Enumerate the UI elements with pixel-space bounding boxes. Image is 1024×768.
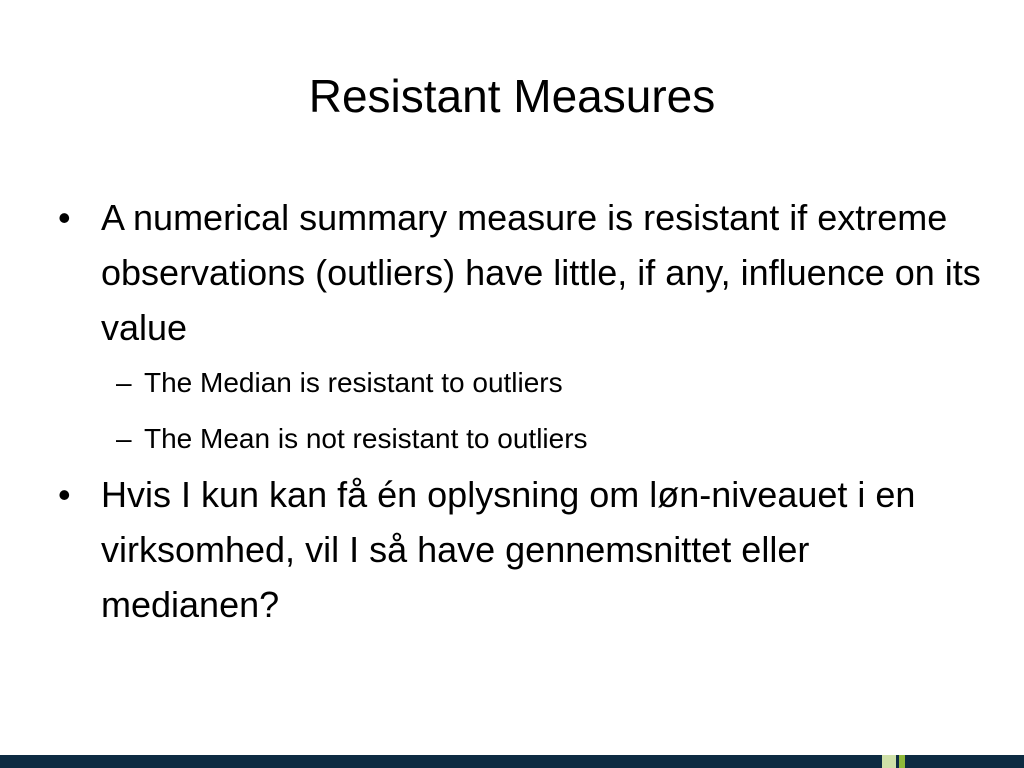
bullet-text: A numerical summary measure is resistant if extreme observations (outliers) have little, if any, influence on its value	[101, 197, 981, 348]
footer-accent-light	[882, 755, 896, 768]
footer-accent-dark	[899, 755, 905, 768]
bullet-item	[58, 467, 988, 632]
sub-bullet-item	[58, 411, 988, 467]
slide-body	[58, 190, 988, 632]
bullet-marker: •	[58, 474, 71, 515]
sub-bullet-marker: –	[116, 423, 132, 454]
slide-title: Resistant Measures	[308, 70, 716, 122]
bullet-item	[58, 190, 988, 355]
footer-bar	[0, 755, 1024, 768]
sub-bullet-marker: –	[116, 367, 132, 398]
sub-bullet-item	[58, 355, 988, 411]
bullet-text: Hvis I kun kan få én oplysning om løn-niveauet i en virksomhed, vil I så have gennemsnittet eller medianen?	[101, 474, 916, 625]
bullet-marker: •	[58, 197, 71, 238]
sub-bullet-text: The Mean is not resistant to outliers	[144, 423, 588, 454]
sub-bullet-text: The Median is resistant to outliers	[144, 367, 563, 398]
